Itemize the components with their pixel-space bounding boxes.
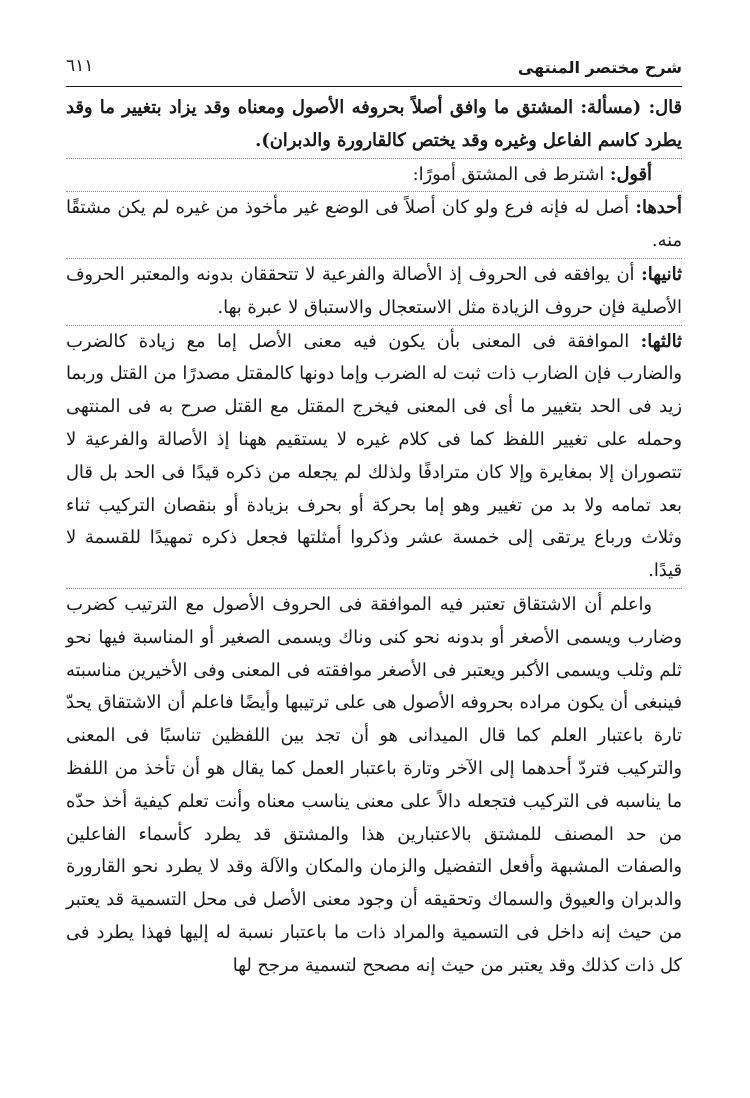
running-title: شرح مختصر المنتهى bbox=[517, 58, 682, 77]
paragraph-text: أن يوافقه فى الحروف إذ الأصالة والفرعية لا تتحققان بدونه والمعتبر الحروف الأصلية فإن حروف الزيادة مثل الاستعجال والاستباق لا عبرة بها. bbox=[66, 263, 682, 318]
third-condition-paragraph bbox=[66, 326, 682, 589]
paragraph-text: أصل له فإنه فرع ولو كان أصلاً فى الوضع غير مأخوذ من غيره لم يكن مشتقًا منه. bbox=[66, 197, 682, 252]
page-number: ٦١١ bbox=[66, 56, 94, 76]
paragraph-label: أحدها: bbox=[635, 197, 682, 219]
page-header bbox=[66, 52, 682, 87]
text-body bbox=[66, 92, 682, 983]
paragraph-label: ثالثها: bbox=[640, 330, 682, 352]
paragraph-text: قال: (مسألة: المشتق ما وافق أصلاً بحروفه الأصول ومعناه وقد يزاد بتغيير ما وقد يطرد كاسم الفاعل وغيره وقد يختص كالقارورة والدبران). bbox=[66, 97, 682, 151]
paragraph-text: اشترط فى المشتق أمورًا: bbox=[412, 163, 610, 185]
paragraph-text: واعلم أن الاشتقاق تعتبر فيه الموافقة فى الحروف الأصول مع الترتيب كضرب وضارب ويسمى الأصغر أو بدونه نحو كنى وناك ويسمى الصغير أو المناسبة فيها نحو ثلم وثلب ويسمى الأكبر ويعتبر فى الأصغر موافقته فى المعنى وفى الأخيرين مناسبته فينبغى أن يكون مراده بحروفه الأصول هى على ترتيبها وأيضًا فاعلم أن الاشتقاق يحدّ تارة باعتبار العلم كما قال الميدانى هو أن تجد بين اللفظين تناسبًا فى المعنى والتركيب فتردّ أحدهما إلى الآخر وتارة باعتبار العمل كما يقال هو أن تأخذ من اللفظ ما يناسبه فى التركيب فتجعله دالاً على معنى يناسب معناه وأنت تعلم كيفية أخذ حدّه من حد المصنف للمشتق بالاعتبارين هذا والمشتق قد يطرد كأسماء الفاعلين والصفات المشبهة وأفعل التفضيل والزمان والمكان والآلة وقد لا يطرد نحو القارورة والدبران والعيوق والسماك وتحقيقه أن وجود معنى الأصل فى محل التسمية قد يعتبر من حيث إنه داخل فى التسمية والمراد ذات ما باعتبار نسبة له إليها فهذا يطرد فى كل ذات كذلك وقد يعتبر من حيث إنه مصحح لتسمية مرجح لها bbox=[66, 593, 682, 976]
paragraph-text: الموافقة فى المعنى بأن يكون فيه معنى الأصل إما مع زيادة كالضرب والضارب فإن الضارب ذات ثبت له الضرب وإما دونها كالمقتل مصدرًا من القتل وربما زيد فى الحد بتغيير ما أى فى المعنى فيخرج المقتل مع القتل صرح به فى المنتهى وحمله على تغيير اللفظ كما فى كلام غيره لا يستقيم ههنا إذ الأصالة والفرعية لا تتصوران إلا بمغايرة وإلا كان مترادفًا ولذلك لم يجعله من ذكره قيدًا فى الحد بل قال بعد تمامه ولا بد من تغيير وهو إما بحركة أو بحرف بزيادة أو بنقصان التركيب ثناء وثلاث ورباع يرتقى إلى خمسة عشر وذكروا أمثلتها فجعل ذكره تمهيدًا للقسمة لا قيدًا. bbox=[66, 330, 682, 582]
matn-paragraph bbox=[66, 92, 682, 159]
paragraph-label: ثانيها: bbox=[641, 263, 682, 285]
paragraph-label: أقول: bbox=[609, 163, 652, 185]
first-condition-paragraph bbox=[66, 192, 682, 259]
sharh-intro-paragraph bbox=[66, 159, 682, 193]
derivation-paragraph bbox=[66, 589, 682, 983]
second-condition-paragraph bbox=[66, 259, 682, 326]
